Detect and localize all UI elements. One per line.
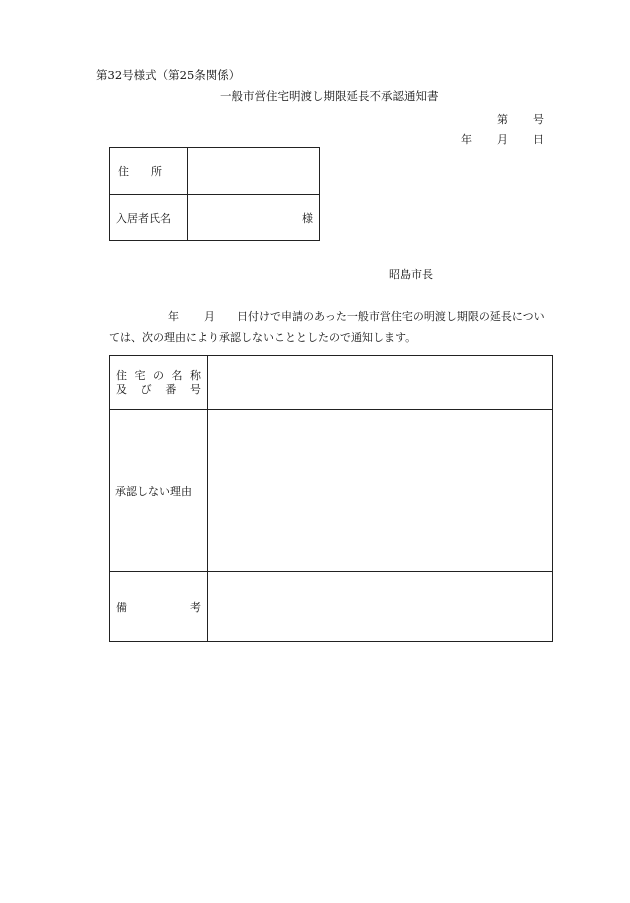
- reason-field[interactable]: [208, 410, 553, 572]
- name-label-cell: [110, 195, 188, 241]
- resident-name-label: 入居者氏名: [116, 211, 171, 225]
- doc-number-dai: 第: [497, 113, 508, 126]
- form-label: 第32号様式（第25条関係）: [96, 68, 241, 82]
- remarks-label: [116, 599, 201, 615]
- reason-label: 承認しない理由: [115, 484, 192, 498]
- resident-name-field[interactable]: [188, 195, 320, 241]
- body-year: 年: [168, 310, 179, 323]
- body-line1: 日付けで申請のあった一般市営住宅の明渡し期限の延長につい: [237, 310, 545, 323]
- house-label-line2: [116, 383, 201, 397]
- house-label-char: 住: [116, 368, 127, 382]
- date-month: 月: [497, 133, 508, 146]
- house-label-char: 番: [165, 382, 177, 396]
- body-line2: ては、次の理由により承認しないこととしたので通知します。: [109, 331, 417, 344]
- house-label-char: の: [153, 368, 164, 382]
- remarks-label-char: 考: [190, 600, 201, 614]
- remarks-field[interactable]: [208, 572, 553, 642]
- date-day: 日: [533, 133, 544, 146]
- document-title: 一般市営住宅明渡し期限延長不承認通知書: [220, 89, 439, 103]
- date-year: 年: [461, 133, 472, 146]
- remarks-label-cell: [110, 572, 208, 642]
- house-label-cell: [110, 356, 208, 410]
- house-label-char: 号: [189, 382, 201, 396]
- details-table: [109, 355, 553, 642]
- reason-label-cell: [110, 410, 208, 572]
- house-label-char: 名: [171, 368, 183, 382]
- recipient-table: [109, 147, 320, 241]
- house-label-char: 及: [116, 382, 127, 396]
- issuer: 昭島市長: [389, 268, 433, 281]
- doc-number-go: 号: [533, 113, 544, 126]
- address-label: 住 所: [118, 165, 162, 178]
- house-label-char: び: [140, 382, 152, 396]
- address-label-cell: [110, 148, 188, 195]
- address-field[interactable]: [188, 148, 320, 195]
- house-label-line1: [116, 369, 201, 383]
- honorific: 様: [302, 211, 313, 225]
- remarks-label-char: 備: [116, 600, 127, 614]
- house-label-char: 宅: [134, 368, 146, 382]
- house-label-char: 称: [190, 368, 201, 382]
- body-month: 月: [204, 310, 215, 323]
- house-name-field[interactable]: [208, 356, 553, 410]
